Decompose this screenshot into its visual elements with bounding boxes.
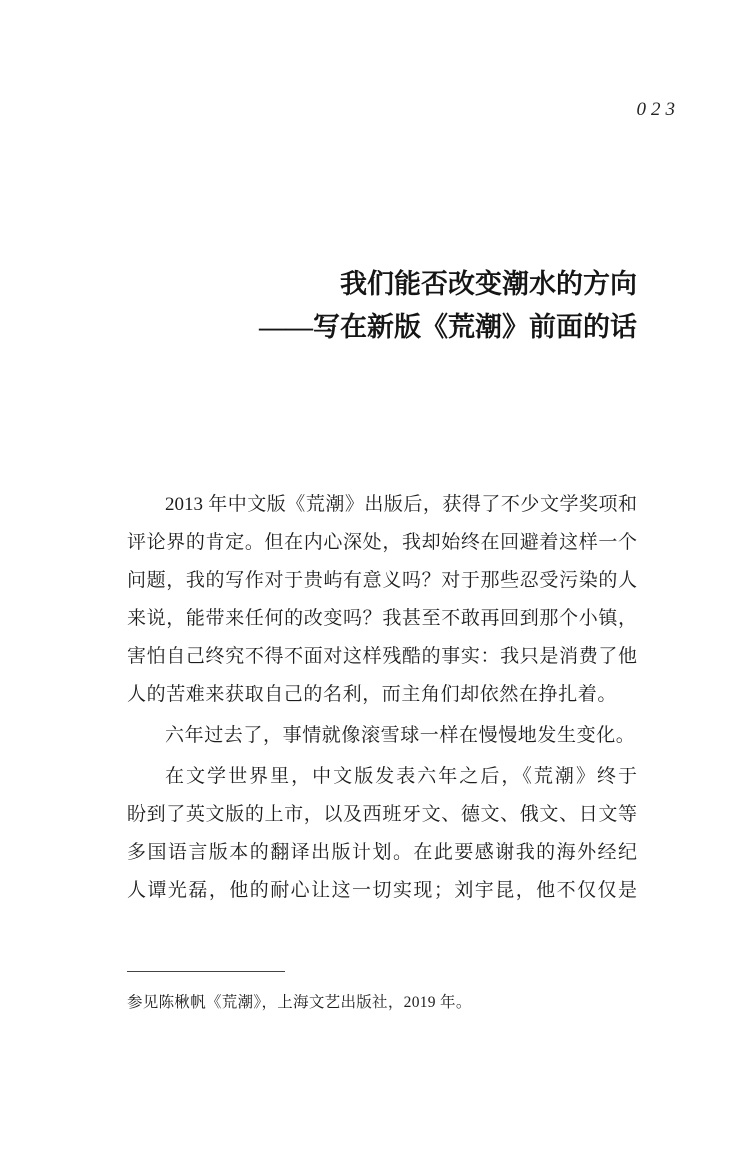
body-text xyxy=(127,486,637,910)
chapter-title xyxy=(117,263,637,349)
paragraph-1 xyxy=(127,486,637,714)
paragraph-3 xyxy=(127,758,637,910)
footnote: 参见陈楸帆《荒潮》，上海文艺出版社，2019 年。 xyxy=(127,994,472,1011)
text-line: 人谭光磊，他的耐心让这一切实现；刘宇昆，他不仅仅是 xyxy=(127,880,637,901)
text-line: 评论界的肯定。但在内心深处，我却始终在回避着这样一个 xyxy=(127,532,637,553)
text-line: 问题，我的写作对于贵屿有意义吗？对于那些忍受污染的人 xyxy=(127,570,637,591)
page-number: 023 xyxy=(636,99,680,120)
title-subtitle: ——写在新版《荒潮》前面的话 xyxy=(259,312,637,342)
text-line: 六年过去了，事情就像滚雪球一样在慢慢地发生变化。 xyxy=(165,725,636,746)
paragraph-2 xyxy=(127,717,637,755)
text-line: 害怕自己终究不得不面对这样残酷的事实：我只是消费了他 xyxy=(127,646,637,667)
text-line: 来说，能带来任何的改变吗？我甚至不敢再回到那个小镇， xyxy=(127,608,637,629)
text-line: 人的苦难来获取自己的名利，而主角们却依然在挣扎着。 xyxy=(127,684,618,705)
text-line: 2013 年中文版《荒潮》出版后，获得了不少文学奖项和 xyxy=(165,494,637,515)
title-main: 我们能否改变潮水的方向 xyxy=(340,269,637,299)
footnote-separator xyxy=(127,971,285,972)
text-line: 盼到了英文版的上市，以及西班牙文、德文、俄文、日文等 xyxy=(127,804,637,825)
text-line: 在文学世界里，中文版发表六年之后，《荒潮》终于 xyxy=(165,766,637,787)
text-line: 多国语言版本的翻译出版计划。在此要感谢我的海外经纪 xyxy=(127,842,637,863)
